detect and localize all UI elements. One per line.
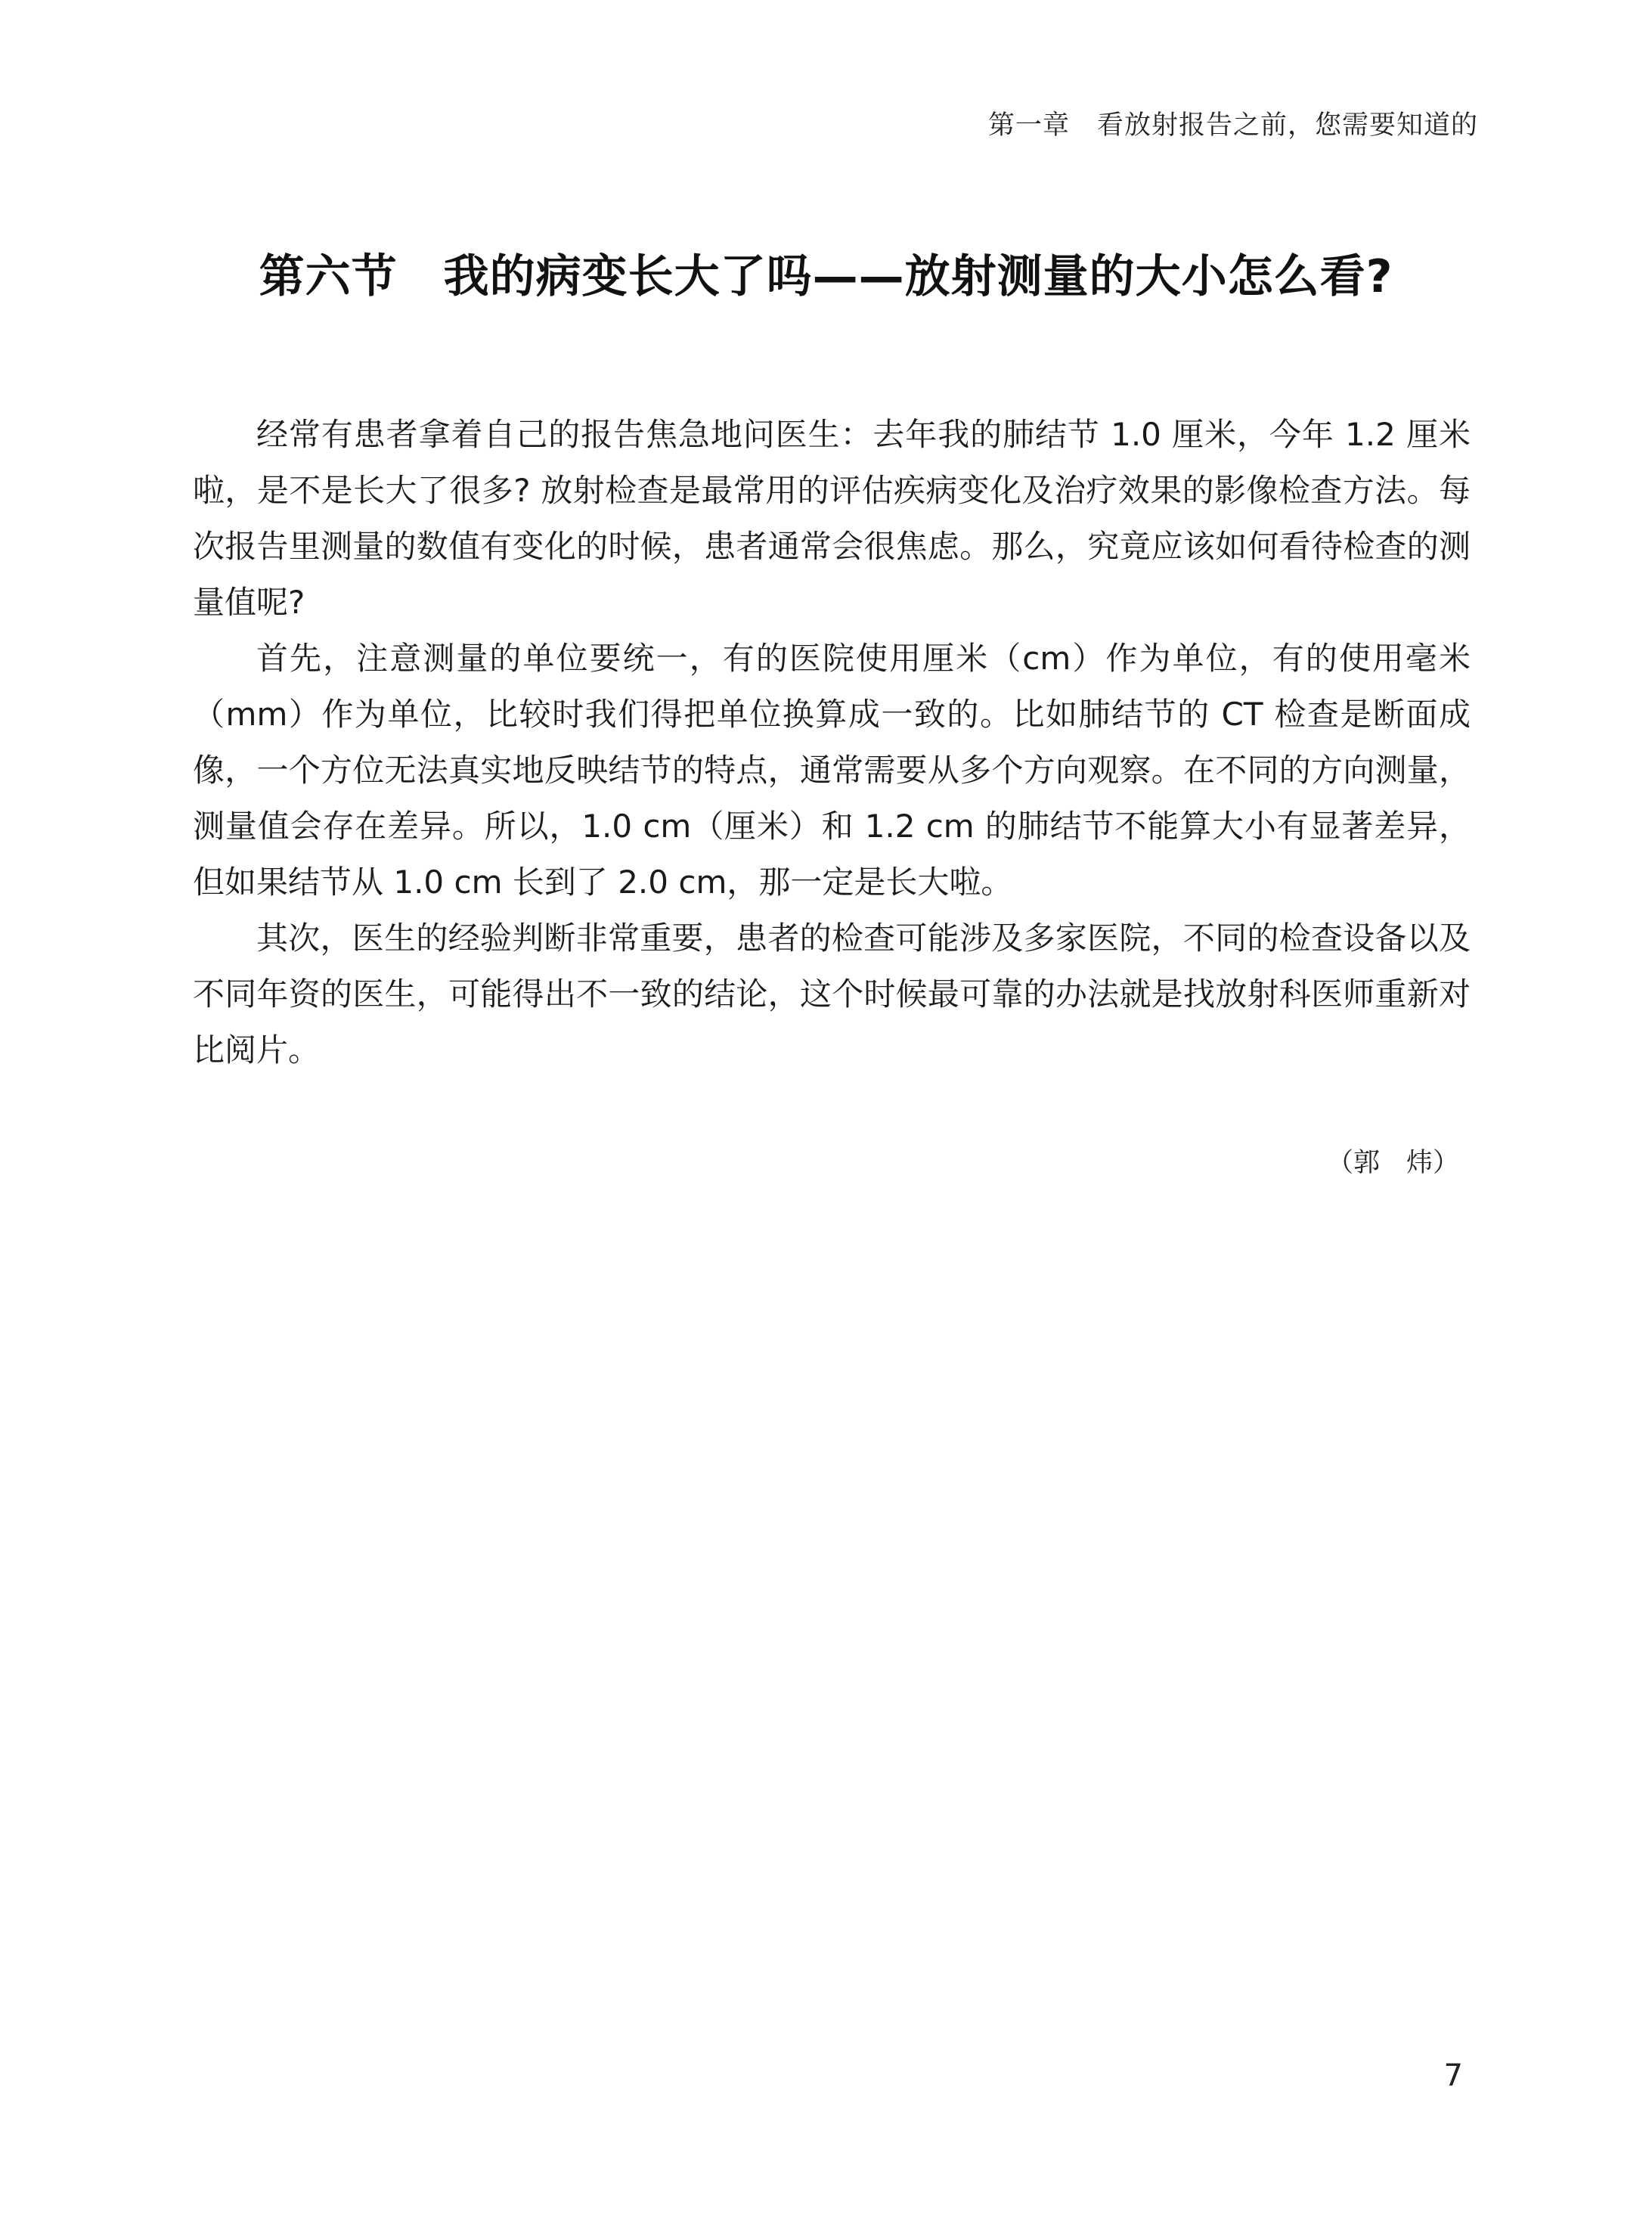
paragraph-2: 首先，注意测量的单位要统一，有的医院使用厘米（cm）作为单位，有的使用毫米（mm）作为单位，比较时我们得把单位换算成一致的。比如肺结节的 CT 检查是断面成像，一个方位无法真实地反映结节的特点，通常需要从多个方向观察。在不同的方向测量，测量值会存在差异。所以，1.0 cm（厘米）和 1.2 cm 的肺结节不能算大小有显著差异，但如果结节从 1.0 cm 长到了 2.0 cm，那一定是长大啦。 (193, 640, 1471, 901)
paragraph-3: 其次，医生的经验判断非常重要，患者的检查可能涉及多家医院，不同的检查设备以及不同年资的医生，可能得出不一致的结论，这个时候最可靠的办法就是找放射科医师重新对比阅片。 (193, 920, 1471, 1068)
paragraph-1: 经常有患者拿着自己的报告焦急地问医生：去年我的肺结节 1.0 厘米，今年 1.2 厘米啦，是不是长大了很多? 放射检查是最常用的评估疾病变化及治疗效果的影像检查方法。每次报告里测量的数值有变化的时候，患者通常会很焦虑。那么，究竟应该如何看待检查的测量值呢? (193, 416, 1471, 621)
author-credit: （郭 炜） (1326, 1148, 1459, 1178)
running-header: 第一章 看放射报告之前，您需要知道的 (987, 110, 1478, 141)
section-title: 第六节 我的病变长大了吗——放射测量的大小怎么看? (259, 250, 1393, 303)
page-number: 7 (1443, 2058, 1463, 2093)
body-text (193, 407, 1471, 1078)
